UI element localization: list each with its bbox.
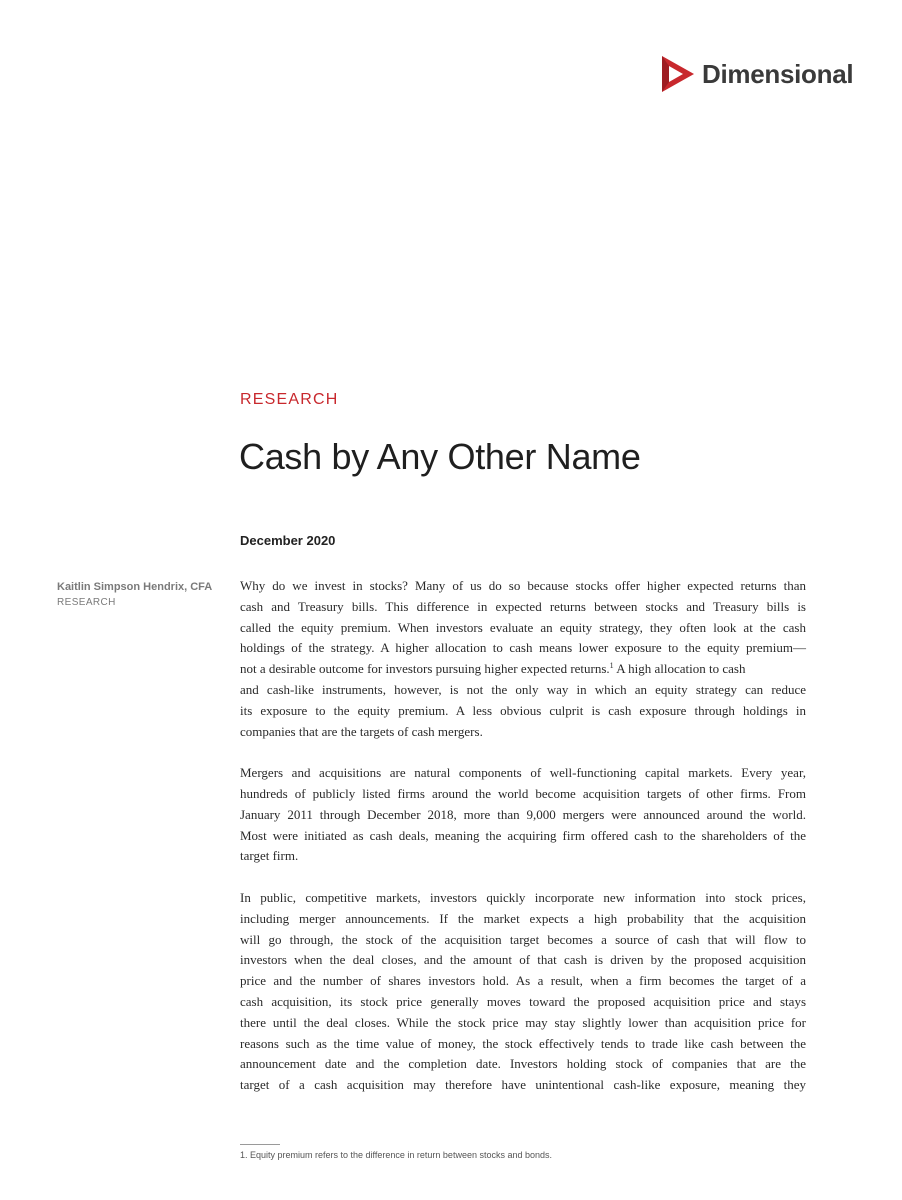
text-line: hundreds of publicly listed firms around the world become acquisition targets of other firms. From	[240, 785, 806, 801]
author-name: Kaitlin Simpson Hendrix, CFA	[57, 581, 213, 593]
text-line: target of a cash acquisition may therefore have unintentional cash-like exposure, meaning they	[240, 1077, 806, 1093]
dimensional-logo[interactable]	[660, 54, 853, 94]
dimensional-logo-icon	[660, 54, 698, 94]
author-block	[57, 579, 232, 611]
paragraph-3	[240, 888, 806, 1096]
text-line: Mergers and acquisitions are natural components of well-functioning capital markets. Every year,	[240, 765, 806, 781]
article-body	[240, 576, 806, 1117]
text-line: January 2011 through December 2018, more than 9,000 mergers were announced around the world.	[240, 806, 806, 822]
text-line: cash and Treasury bills. This difference in expected returns between stocks and Treasury bills is	[240, 598, 806, 614]
text-line: price and the number of shares investors hold. As a result, when a firm becomes the target of a	[240, 973, 806, 989]
text-line: Why do we invest in stocks? Many of us do so because stocks offer higher expected returns than	[240, 578, 806, 593]
footnote: 1. Equity premium refers to the difference in return between stocks and bonds.	[240, 1150, 553, 1160]
paragraph-2	[240, 763, 806, 867]
publication-date: December 2020	[240, 533, 336, 548]
logo-wordmark: Dimensional	[702, 58, 854, 89]
text-line: In public, competitive markets, investors quickly incorporate new information into stock prices,	[240, 889, 806, 905]
paragraph-1	[240, 576, 806, 742]
text-line: holdings of the strategy. A higher allocation to cash means lower exposure to the equity premium—	[240, 640, 806, 656]
text-line: companies that are the targets of cash mergers.	[240, 723, 483, 739]
text-line: its exposure to the equity premium. A less obvious culprit is cash exposure through holdings in	[240, 702, 806, 718]
text-line: announcement date and the completion date. Investors holding stock of companies that are the	[240, 1056, 806, 1072]
footnote-ref[interactable]: 1	[609, 661, 614, 671]
text-line: reasons such as the time value of money, the stock effectively tends to trade like cash between the	[240, 1035, 806, 1051]
text-segment: A high allocation to cash	[613, 661, 746, 677]
text-line: called the equity premium. When investors evaluate an equity strategy, they often look at the cash	[240, 619, 806, 635]
text-line: will go through, the stock of the acquisition target becomes a source of cash that will flow to	[240, 931, 806, 947]
footnote-divider	[240, 1144, 280, 1145]
section-kicker: RESEARCH	[240, 391, 339, 408]
text-line: cash acquisition, its stock price generally moves toward the proposed acquisition price and stays	[240, 993, 806, 1009]
text-line: investors when the deal closes, and the amount of that cash is driven by the proposed acquisition	[240, 952, 806, 968]
text-line: and cash-like instruments, however, is not the only way in which an equity strategy can reduce	[240, 681, 806, 697]
text-line	[240, 659, 806, 680]
author-department: RESEARCH	[57, 597, 116, 608]
text-line: target firm.	[240, 848, 299, 864]
text-segment: not a desirable outcome for investors pursuing higher expected returns.	[240, 661, 610, 677]
text-line: Most were initiated as cash deals, meaning the acquiring firm offered cash to the shareholders of the	[240, 827, 806, 843]
text-line: including merger announcements. If the market expects a high probability that the acquisition	[240, 910, 806, 926]
page-title: Cash by Any Other Name	[239, 436, 641, 477]
text-line: there until the deal closes. While the stock price may stay slightly lower than acquisition price for	[240, 1014, 806, 1030]
